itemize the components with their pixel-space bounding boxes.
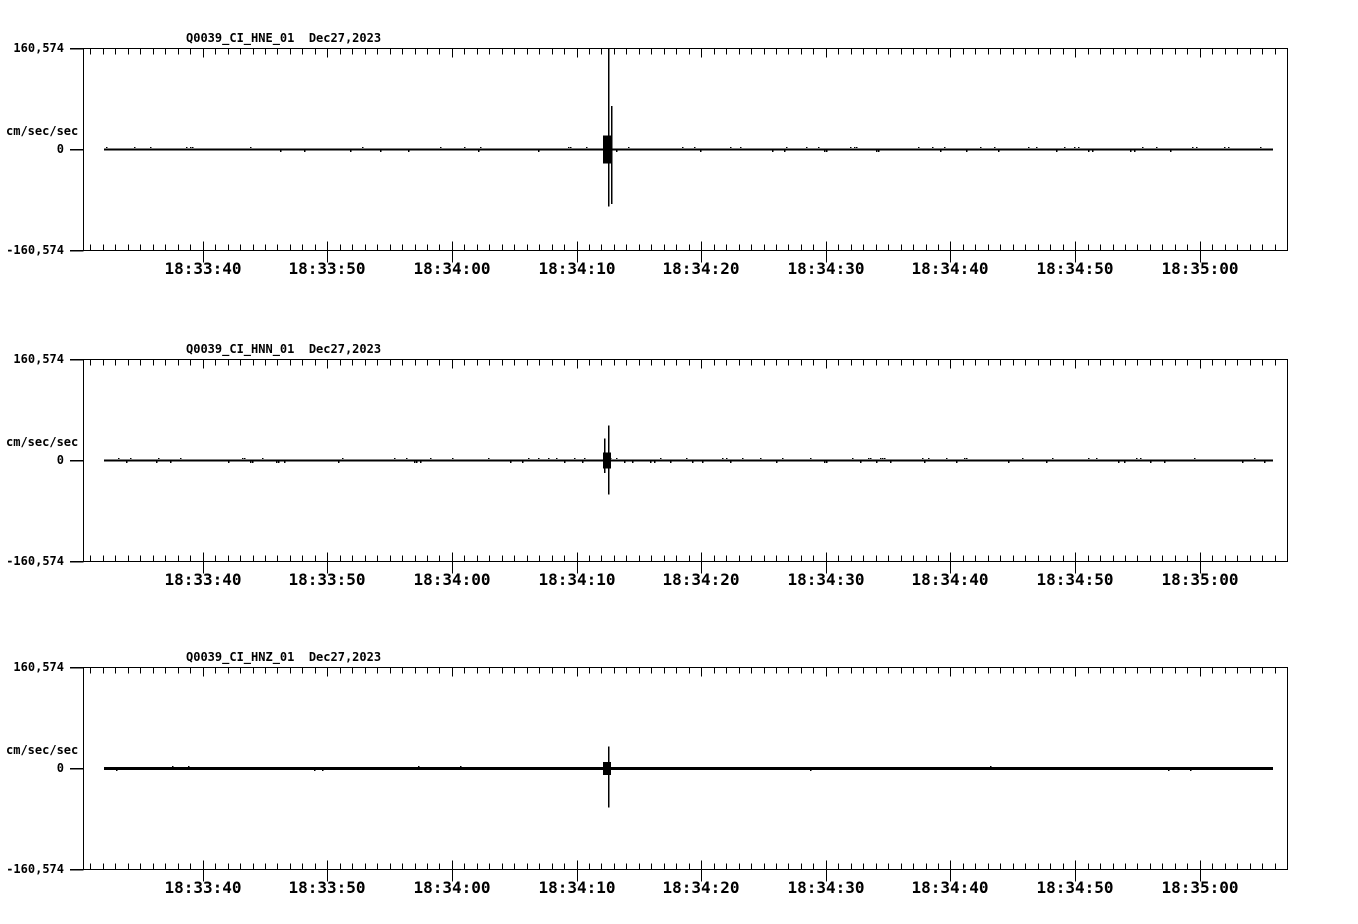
x-tick-label: 18:34:10 <box>538 570 616 589</box>
y-axis-min-label: -160,574 <box>6 862 64 876</box>
x-tick-label: 18:34:40 <box>911 878 989 897</box>
x-tick-label: 18:34:30 <box>787 570 865 589</box>
y-axis-zero-label: 0 <box>56 142 64 156</box>
x-tick-label: 18:33:50 <box>288 878 366 897</box>
y-axis-max-label: 160,574 <box>13 41 64 55</box>
y-axis-zero-label: 0 <box>56 761 64 775</box>
panel-title: Q0039_CI_HNN_01 Dec27,2023 <box>186 342 382 356</box>
y-axis-zero-label: 0 <box>56 453 64 467</box>
x-tick-label: 18:34:20 <box>662 878 740 897</box>
seismogram-plot <box>0 667 1358 885</box>
x-tick-label: 18:34:20 <box>662 259 740 278</box>
x-tick-label: 18:34:20 <box>662 570 740 589</box>
x-tick-label: 18:34:10 <box>538 878 616 897</box>
x-tick-label: 18:34:40 <box>911 570 989 589</box>
x-tick-label: 18:33:50 <box>288 259 366 278</box>
y-axis-max-label: 160,574 <box>13 660 64 674</box>
x-tick-label: 18:33:50 <box>288 570 366 589</box>
x-tick-label: 18:34:10 <box>538 259 616 278</box>
x-tick-label: 18:33:40 <box>164 570 242 589</box>
x-tick-label: 18:35:00 <box>1161 878 1239 897</box>
y-axis-max-label: 160,574 <box>13 352 64 366</box>
x-tick-label: 18:33:40 <box>164 878 242 897</box>
x-tick-label: 18:34:00 <box>413 259 491 278</box>
y-axis-unit-label: cm/sec/sec <box>6 124 79 138</box>
x-tick-label: 18:34:00 <box>413 878 491 897</box>
panel-title: Q0039_CI_HNZ_01 Dec27,2023 <box>186 650 382 664</box>
x-tick-label: 18:34:50 <box>1036 878 1114 897</box>
x-tick-label: 18:34:30 <box>787 259 865 278</box>
x-tick-label: 18:35:00 <box>1161 570 1239 589</box>
x-tick-label: 18:35:00 <box>1161 259 1239 278</box>
y-axis-min-label: -160,574 <box>6 554 64 568</box>
x-tick-label: 18:34:40 <box>911 259 989 278</box>
y-axis-unit-label: cm/sec/sec <box>6 435 79 449</box>
y-axis-min-label: -160,574 <box>6 243 64 257</box>
x-tick-label: 18:34:50 <box>1036 259 1114 278</box>
x-tick-label: 18:34:00 <box>413 570 491 589</box>
y-axis-unit-label: cm/sec/sec <box>6 743 79 757</box>
x-tick-label: 18:34:50 <box>1036 570 1114 589</box>
x-tick-label: 18:34:30 <box>787 878 865 897</box>
x-tick-label: 18:33:40 <box>164 259 242 278</box>
panel-title: Q0039_CI_HNE_01 Dec27,2023 <box>186 31 382 45</box>
